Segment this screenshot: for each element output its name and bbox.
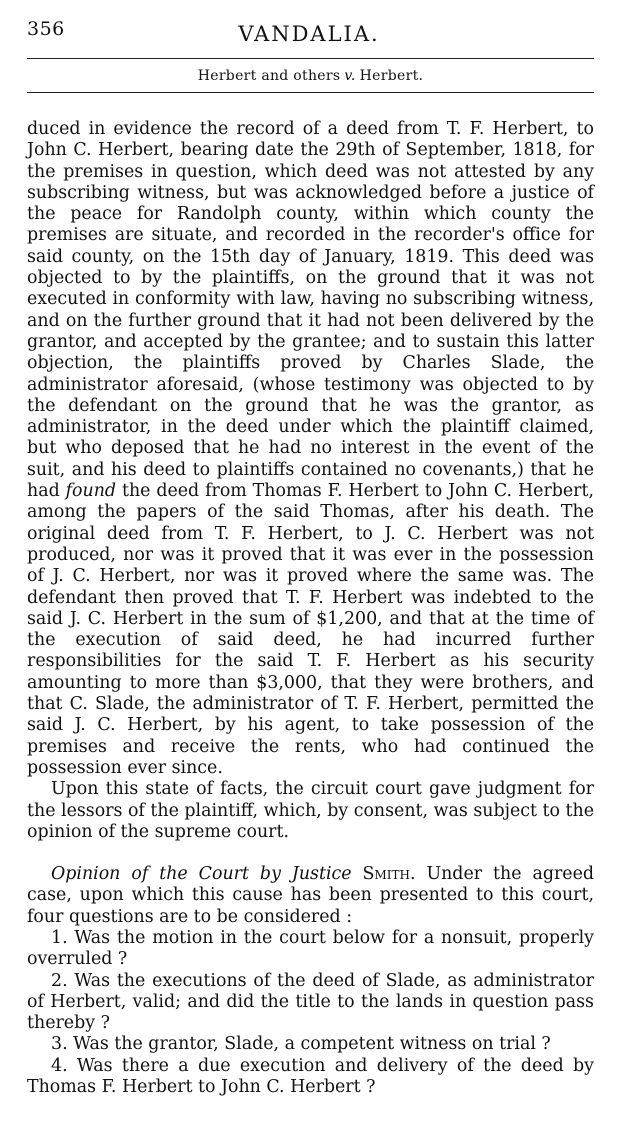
case-parties-right: Herbert. <box>359 67 424 84</box>
case-versus: v. <box>344 67 356 84</box>
question-3: 3. Was the grantor, Slade, a competent witness on trial ? <box>51 1034 551 1055</box>
paragraph-evidence <box>27 119 594 779</box>
justice-name: Smith. <box>362 864 416 885</box>
case-parties-left: Herbert and others <box>197 67 341 84</box>
running-title: VANDALIA. <box>238 22 380 46</box>
paragraph-evidence-part-1: duced in evidence the record of a deed from T. F. Herbert, to John C. Herbert, bearing date the 29th of September, 1818, for the premises in question, which deed was not attested by any subscribing witness, but was acknowledged before a justice of the peace for Randolph county, within which county the premises are situate, and recorded in the recorder's office for said county, on the 15th day of January, 1819. This deed was objected to by the plaintiffs, on the ground that it was not executed in conformity with law, having no subscribing witness, and on the further ground that it had not been delivered by the grantor, and accepted by the grantee; and to sustain this latter objection, the plaintiffs proved by Charles Slade, the administrator aforesaid, (whose testimony was objected to by the defendant on the ground that he was the grantor, as administrator, in the deed under which the plaintiff claimed, but who deposed that he had no interest in the event of the suit, and his deed to plaintiffs contained no covenants,) that he had <box>27 119 594 502</box>
italic-found: found <box>65 481 117 502</box>
page-header <box>27 18 594 58</box>
question-4: 4. Was there a due execution and delivery of the deed by Thomas F. Herbert to John C. Herbert ? <box>27 1055 594 1098</box>
body-text <box>27 119 594 1098</box>
question-2: 2. Was the executions of the deed of Slade, as administrator of Herbert, valid; and did the title to the lands in question pass thereby ? <box>27 970 594 1034</box>
case-title <box>27 59 594 92</box>
paragraph-opinion <box>27 864 594 928</box>
paragraph-judgment: Upon this state of facts, the circuit court gave judgment for the lessors of the plaintiff, which, by consent, was subject to the opinion of the supreme court. <box>27 779 594 842</box>
header-rule-bottom <box>27 92 594 93</box>
page-number: 356 <box>27 18 65 40</box>
paragraph-evidence-part-2: the deed from Thomas F. Herbert to John C. Herbert, among the papers of the said Thomas, after his death. The original deed from T. F. Herbert, to J. C. Herbert was not produced, nor was it proved that it was ever in the possession of J. C. Herbert, nor was it proved where the same was. The defendant then proved that T. F. Herbert was indebted to the said J. C. Herbert in the sum of $1,200, and that at the time of the execution of said deed, he had incurred further responsibilities for the said T. F. Herbert as his security amounting to more than $3,000, that they were brothers, and that C. Slade, the administrator of T. F. Herbert, permitted the said J. C. Herbert, by his agent, to take possession of the premises and receive the rents, who had continued the possession ever since. <box>27 481 595 778</box>
opinion-label: Opinion of the Court by Justice <box>51 864 352 885</box>
opinion-text: Under the agreed case, upon which this cause has been presented to this court, four questions are to be considered : <box>27 864 595 927</box>
paragraph-spacer <box>27 843 594 864</box>
question-1: 1. Was the motion in the court below for a nonsuit, properly overruled ? <box>27 927 594 970</box>
